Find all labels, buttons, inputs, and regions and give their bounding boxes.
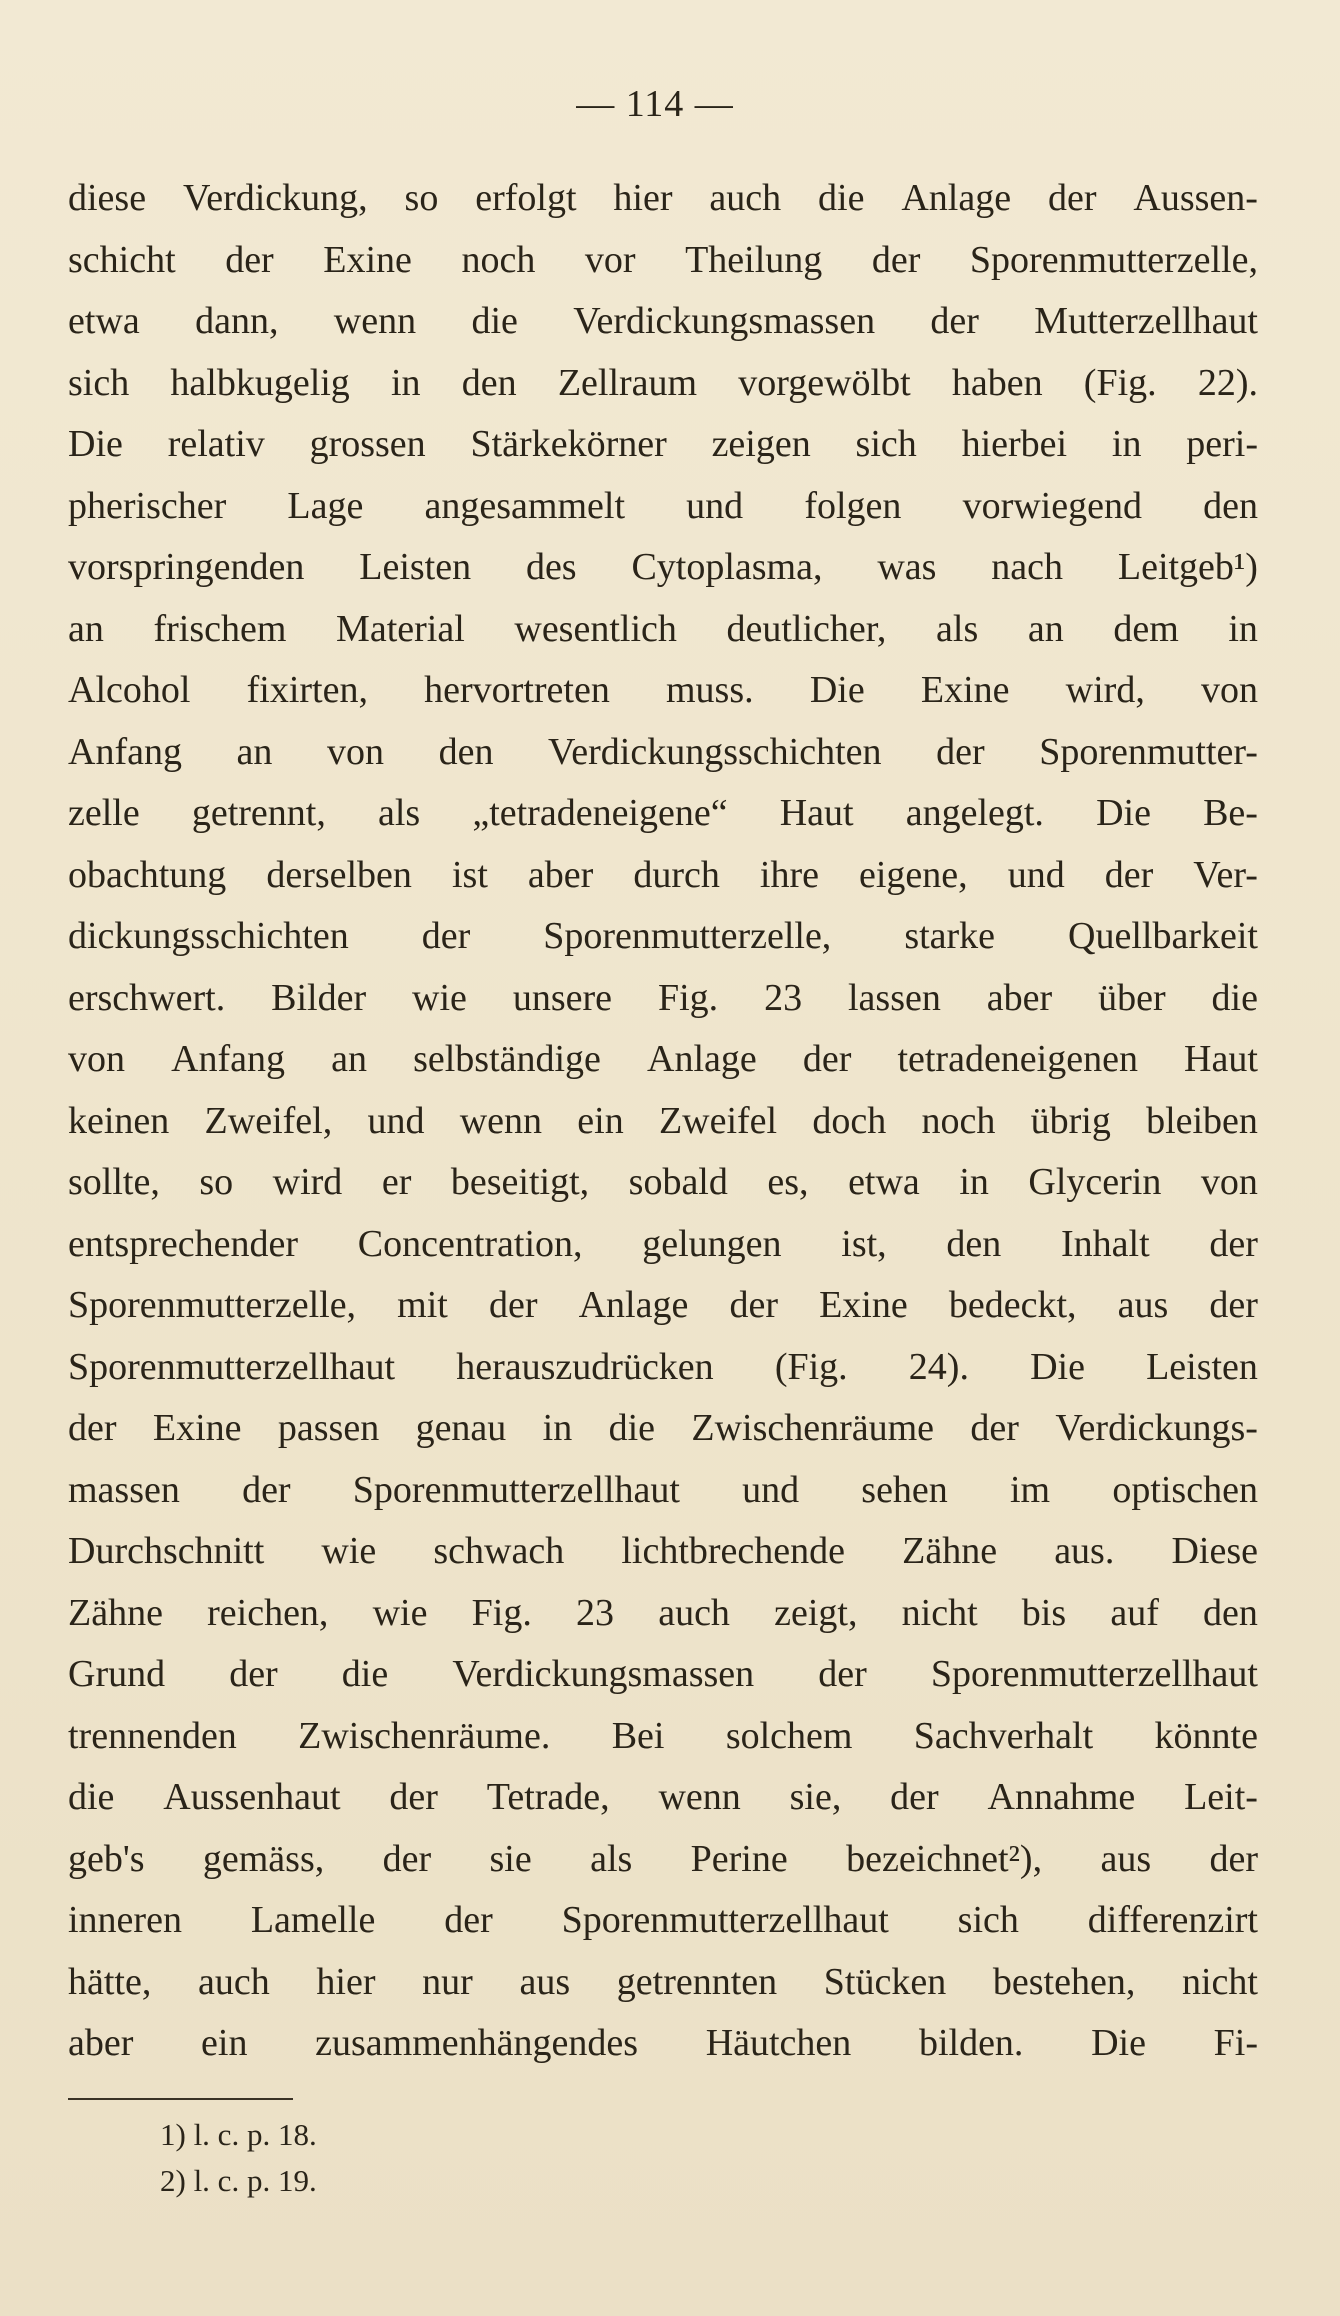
text-line: erschwert. Bilder wie unsere Fig. 23 lassen aber über die xyxy=(68,976,1258,1019)
text-line: schicht der Exine noch vor Theilung der Sporenmutterzelle, xyxy=(68,238,1258,281)
text-line: der Exine passen genau in die Zwischenräume der Verdickungs- xyxy=(68,1407,1258,1449)
text-line: massen der Sporenmutterzellhaut und sehen im optischen xyxy=(68,1468,1258,1511)
text-line: etwa dann, wenn die Verdickungsmassen der Mutterzellhaut xyxy=(68,300,1258,342)
text-line: Grund der die Verdickungsmassen der Sporenmutterzellhaut xyxy=(68,1653,1258,1695)
footnote: 1) l. c. p. 18. xyxy=(160,2117,317,2152)
text-line: Sporenmutterzellhaut herauszudrücken (Fig. 24). Die Leisten xyxy=(68,1345,1258,1388)
text-line: Durchschnitt wie schwach lichtbrechende Zähne aus. Diese xyxy=(68,1530,1258,1572)
text-line: die Aussenhaut der Tetrade, wenn sie, der Annahme Leit- xyxy=(68,1776,1258,1818)
text-line: sich halbkugelig in den Zellraum vorgewölbt haben (Fig. 22). xyxy=(68,361,1258,404)
footnote-rule xyxy=(68,2098,293,2100)
text-line: dickungsschichten der Sporenmutterzelle, starke Quellbarkeit xyxy=(68,915,1258,957)
text-line: sollte, so wird er beseitigt, sobald es, etwa in Glycerin von xyxy=(68,1161,1258,1203)
text-line: Zähne reichen, wie Fig. 23 auch zeigt, nicht bis auf den xyxy=(68,1591,1258,1634)
text-line: keinen Zweifel, und wenn ein Zweifel doch noch übrig bleiben xyxy=(68,1099,1258,1142)
body-text xyxy=(68,168,1258,2075)
page-number: — 114 — xyxy=(576,83,734,125)
text-line: aber ein zusammenhängendes Häutchen bilden. Die Fi- xyxy=(68,2022,1258,2064)
text-line: von Anfang an selbständige Anlage der tetradeneigenen Haut xyxy=(68,1038,1258,1080)
footnotes xyxy=(160,2112,317,2204)
text-line: entsprechender Concentration, gelungen ist, den Inhalt der xyxy=(68,1222,1258,1265)
text-line: geb's gemäss, der sie als Perine bezeichnet²), aus der xyxy=(68,1837,1258,1880)
show-through-texture xyxy=(860,2096,1260,2246)
text-line: pherischer Lage angesammelt und folgen vorwiegend den xyxy=(68,484,1258,527)
text-line: Anfang an von den Verdickungsschichten der Sporenmutter- xyxy=(68,730,1258,773)
text-line: inneren Lamelle der Sporenmutterzellhaut sich differenzirt xyxy=(68,1899,1258,1941)
text-line: hätte, auch hier nur aus getrennten Stücken bestehen, nicht xyxy=(68,1960,1258,2003)
text-line: an frischem Material wesentlich deutlicher, als an dem in xyxy=(68,607,1258,650)
text-line: diese Verdickung, so erfolgt hier auch die Anlage der Aussen- xyxy=(68,177,1258,219)
text-line: Alcohol fixirten, hervortreten muss. Die Exine wird, von xyxy=(68,669,1258,711)
text-line: vorspringenden Leisten des Cytoplasma, was nach Leitgeb¹) xyxy=(68,546,1258,588)
text-line: Sporenmutterzelle, mit der Anlage der Exine bedeckt, aus der xyxy=(68,1284,1258,1326)
text-line: trennenden Zwischenräume. Bei solchem Sachverhalt könnte xyxy=(68,1714,1258,1757)
text-line: Die relativ grossen Stärkekörner zeigen sich hierbei in peri- xyxy=(68,423,1258,465)
text-line: obachtung derselben ist aber durch ihre eigene, und der Ver- xyxy=(68,853,1258,896)
text-line: zelle getrennt, als „tetradeneigene“ Haut angelegt. Die Be- xyxy=(68,792,1258,834)
footnote: 2) l. c. p. 19. xyxy=(160,2163,317,2198)
